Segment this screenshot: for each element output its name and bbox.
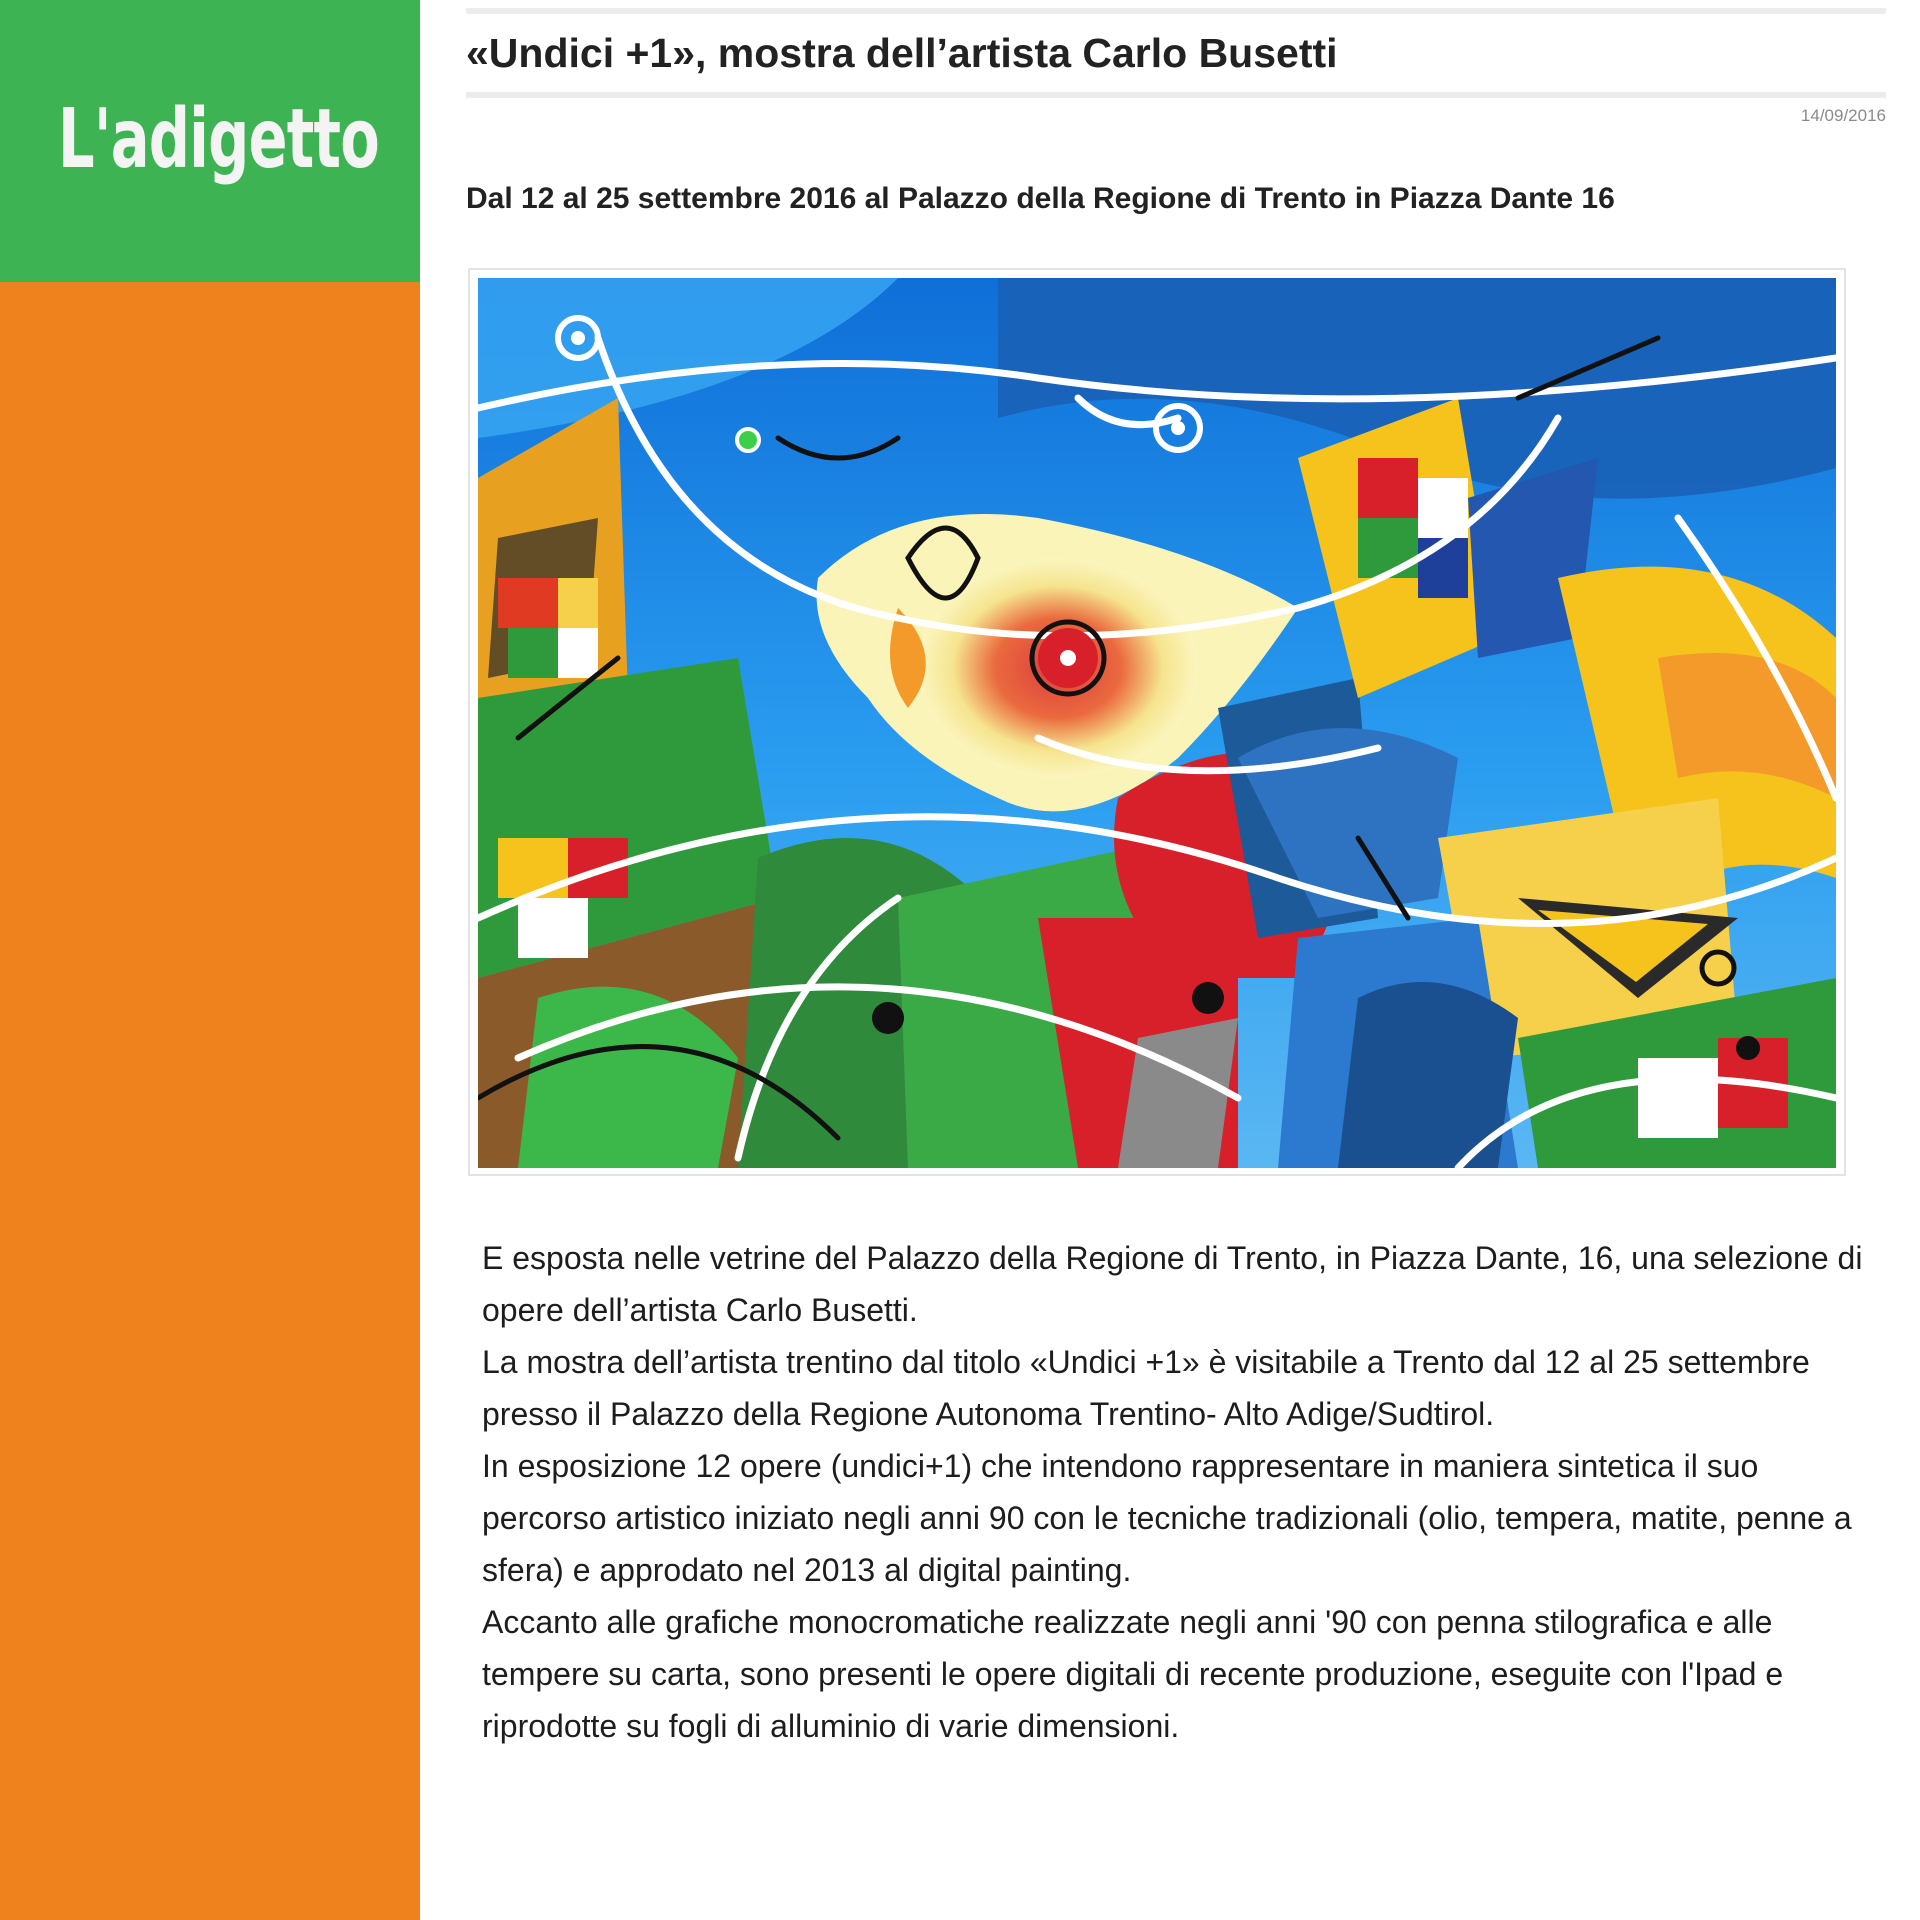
article-paragraph: La mostra dell’artista trentino dal titolo «Undici +1» è visitabile a Trento dal 12 al 25 settembre presso il Palazzo della Regione Autonoma Trentino- Alto Adige/Sudtirol. bbox=[482, 1344, 1810, 1432]
sidebar bbox=[0, 0, 420, 1920]
article-paragraph: Accanto alle grafiche monocromatiche realizzate negli anni '90 con penna stilografica e alle tempere su carta, sono presenti le opere digitali di recente produzione, eseguite con l'Ipad e riprodotte su fogli di alluminio di varie dimensioni. bbox=[482, 1604, 1784, 1744]
brand-block[interactable] bbox=[0, 0, 420, 282]
top-divider bbox=[466, 8, 1886, 14]
article bbox=[420, 0, 1920, 1920]
brand-logo[interactable]: L'adigetto bbox=[58, 92, 379, 187]
artwork-image bbox=[468, 268, 1846, 1176]
article-body bbox=[482, 1232, 1872, 1752]
title-divider bbox=[466, 92, 1886, 98]
article-title: «Undici +1», mostra dell’artista Carlo Busetti bbox=[466, 30, 1338, 76]
artwork-painting bbox=[478, 278, 1836, 1168]
article-paragraph: E esposta nelle vetrine del Palazzo della Regione di Trento, in Piazza Dante, 16, una selezione di opere dell’artista Carlo Busetti. bbox=[482, 1240, 1863, 1328]
article-paragraph: In esposizione 12 opere (undici+1) che intendono rappresentare in maniera sintetica il suo percorso artistico iniziato negli anni 90 con le tecniche tradizionali (olio, tempera, matite, penne a sfera) e approdato nel 2013 al digital painting. bbox=[482, 1448, 1852, 1588]
article-date: 14/09/2016 bbox=[1800, 106, 1886, 125]
article-subtitle: Dal 12 al 25 settembre 2016 al Palazzo della Regione di Trento in Piazza Dante 16 bbox=[466, 182, 1615, 215]
